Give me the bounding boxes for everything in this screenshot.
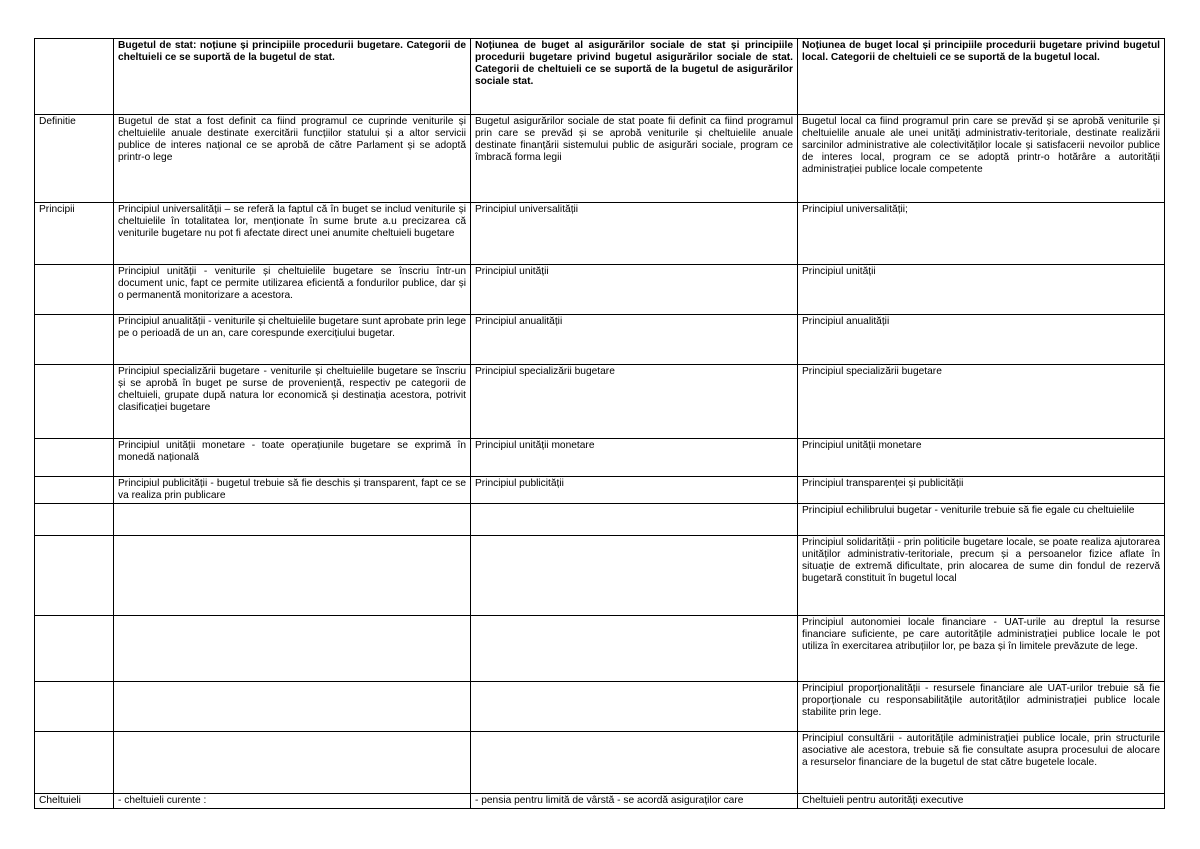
table-cell: Principiul consultării - autoritățile administrației publice locale, prin structurile asociative ale acestora, trebuie să fie consultate asupra procesului de alocare a resurselor financiare de la bugetul de stat către bugetele locale.: [798, 732, 1165, 794]
table-cell: Principiul anualității: [798, 315, 1165, 365]
row-label: [35, 732, 114, 794]
table-cell: [471, 732, 798, 794]
table-cell: Principiul universalității – se referă la faptul că în buget se includ veniturile și cheltuielile în totalitatea lor, menționate în sume brute a.u precizarea că veniturile bugetare nu pot fi afectate direct unei anumite cheltuieli bugetare: [114, 203, 471, 265]
row-label: Definitie: [35, 115, 114, 203]
table-row: [35, 439, 1165, 477]
header-cell-empty: [35, 39, 114, 115]
row-label: [35, 504, 114, 536]
table-row: [35, 732, 1165, 794]
budget-comparison-table: [34, 38, 1165, 809]
header-cell-social-insurance-budget: Noțiunea de buget al asigurărilor sociale de stat și principiile procedurii bugetare privind bugetul asigurărilor sociale de stat. Categorii de cheltuieli ce se suportă de la bugetul de asigurărilor sociale stat.: [471, 39, 798, 115]
table-row: [35, 504, 1165, 536]
table-cell: [471, 504, 798, 536]
table-cell: Bugetul asigurărilor sociale de stat poate fii definit ca fiind programul prin care se prevăd și se aprobă veniturile și cheltuielile anuale destinate finanțării sistemului public de asigurări sociale, program ce îmbracă forma legii: [471, 115, 798, 203]
table-cell: Principiul universalității: [471, 203, 798, 265]
table-row: [35, 315, 1165, 365]
table-cell: Principiul publicității: [471, 477, 798, 504]
table-cell: [114, 732, 471, 794]
table-cell: Cheltuieli pentru autorități executive: [798, 794, 1165, 809]
table-cell: Principiul anualității: [471, 315, 798, 365]
table-cell: Principiul autonomiei locale financiare - UAT-urile au dreptul la resurse financiare suficiente, pe care autoritățile administrației publice locale le pot utiliza în exercitarea atribuțiilor lor, pe baza și în limitele prevăzute de lege.: [798, 616, 1165, 682]
table-cell: Principiul universalității;: [798, 203, 1165, 265]
table-cell: Bugetul local ca fiind programul prin care se prevăd și se aprobă veniturile și cheltuielile anuale ale unei unități administrativ-teritoriale, destinate realizării sarcinilor administrative ale colectivităților locale și satisfacerii nevoilor publice de interes local, program ce se adoptă printr-o hotărâre a autorității administrației publice locale competente: [798, 115, 1165, 203]
header-cell-state-budget: Bugetul de stat: noțiune și principiile procedurii bugetare. Categorii de cheltuieli ce se suportă de la bugetul de stat.: [114, 39, 471, 115]
table-cell: [114, 504, 471, 536]
table-cell: Principiul solidarității - prin politicile bugetare locale, se poate realiza ajutorarea unităților administrativ-teritoriale, precum și a persoanelor fizice aflate în situație de extremă dificultate, prin alocarea de sume din fondul de rezervă bugetară constituit în bugetul local: [798, 536, 1165, 616]
row-label: [35, 477, 114, 504]
row-label: Cheltuieli: [35, 794, 114, 809]
table-cell: - pensia pentru limită de vârstă - se acordă asiguraților care: [471, 794, 798, 809]
header-cell-local-budget: Noțiunea de buget local și principiile procedurii bugetare privind bugetul local. Categorii de cheltuieli ce se suportă de la bugetul local.: [798, 39, 1165, 115]
row-label: [35, 439, 114, 477]
header-row: [35, 39, 1165, 115]
table-cell: Principiul echilibrului bugetar - veniturile trebuie să fie egale cu cheltuielile: [798, 504, 1165, 536]
table-cell: Principiul unității - veniturile și cheltuielile bugetare se înscriu într-un document unic, fapt ce permite utilizarea eficientă a fondurilor publice, dar și o permanentă monitorizare a acestora.: [114, 265, 471, 315]
table-cell: Principiul unității monetare: [471, 439, 798, 477]
row-label: [35, 536, 114, 616]
table-cell: Principiul unității: [798, 265, 1165, 315]
table-row: [35, 616, 1165, 682]
table-cell: Principiul publicității - bugetul trebuie să fie deschis și transparent, fapt ce se va realiza prin publicare: [114, 477, 471, 504]
row-label: [35, 365, 114, 439]
table-row: [35, 115, 1165, 203]
table-cell: [114, 536, 471, 616]
table-row: [35, 203, 1165, 265]
row-label: [35, 682, 114, 732]
table-cell: Principiul anualității - veniturile și cheltuielile bugetare sunt aprobate prin lege pe o perioadă de un an, care corespunde exercițiului bugetar.: [114, 315, 471, 365]
table-cell: [471, 682, 798, 732]
table-row: [35, 477, 1165, 504]
table-cell: Principiul transparenței și publicității: [798, 477, 1165, 504]
table-cell: [114, 616, 471, 682]
table-cell: Principiul specializării bugetare: [798, 365, 1165, 439]
row-label: [35, 616, 114, 682]
table-cell: [471, 536, 798, 616]
table-cell: Principiul proporționalității - resursele financiare ale UAT-urilor trebuie să fie proporționale cu responsabilitățile autorităților administrației publice locale stabilite prin lege.: [798, 682, 1165, 732]
table-cell: Bugetul de stat a fost definit ca fiind programul ce cuprinde veniturile și cheltuielile anuale destinate exercitării funcțiilor statului și a altor servicii publice de interes național ce se aprobă de către Parlament și se adoptă printr-o lege: [114, 115, 471, 203]
table-row: [35, 682, 1165, 732]
table-row: [35, 536, 1165, 616]
table-cell: Principiul unității monetare: [798, 439, 1165, 477]
table-cell: Principiul specializării bugetare - veniturile și cheltuielile bugetare se înscriu și se aprobă în buget pe surse de proveniență, respectiv pe categorii de cheltuieli, grupate după natura lor economică și destinația acestora, potrivit clasificației bugetare: [114, 365, 471, 439]
row-label: Principii: [35, 203, 114, 265]
table-cell: [471, 616, 798, 682]
table-cell: Principiul unității monetare - toate operațiunile bugetare se exprimă în monedă națională: [114, 439, 471, 477]
row-label: [35, 315, 114, 365]
table-cell: - cheltuieli curente :: [114, 794, 471, 809]
table-row: [35, 265, 1165, 315]
table-cell: Principiul specializării bugetare: [471, 365, 798, 439]
row-label: [35, 265, 114, 315]
table-cell: Principiul unității: [471, 265, 798, 315]
table-cell: [114, 682, 471, 732]
table-row: [35, 365, 1165, 439]
table-row: [35, 794, 1165, 809]
